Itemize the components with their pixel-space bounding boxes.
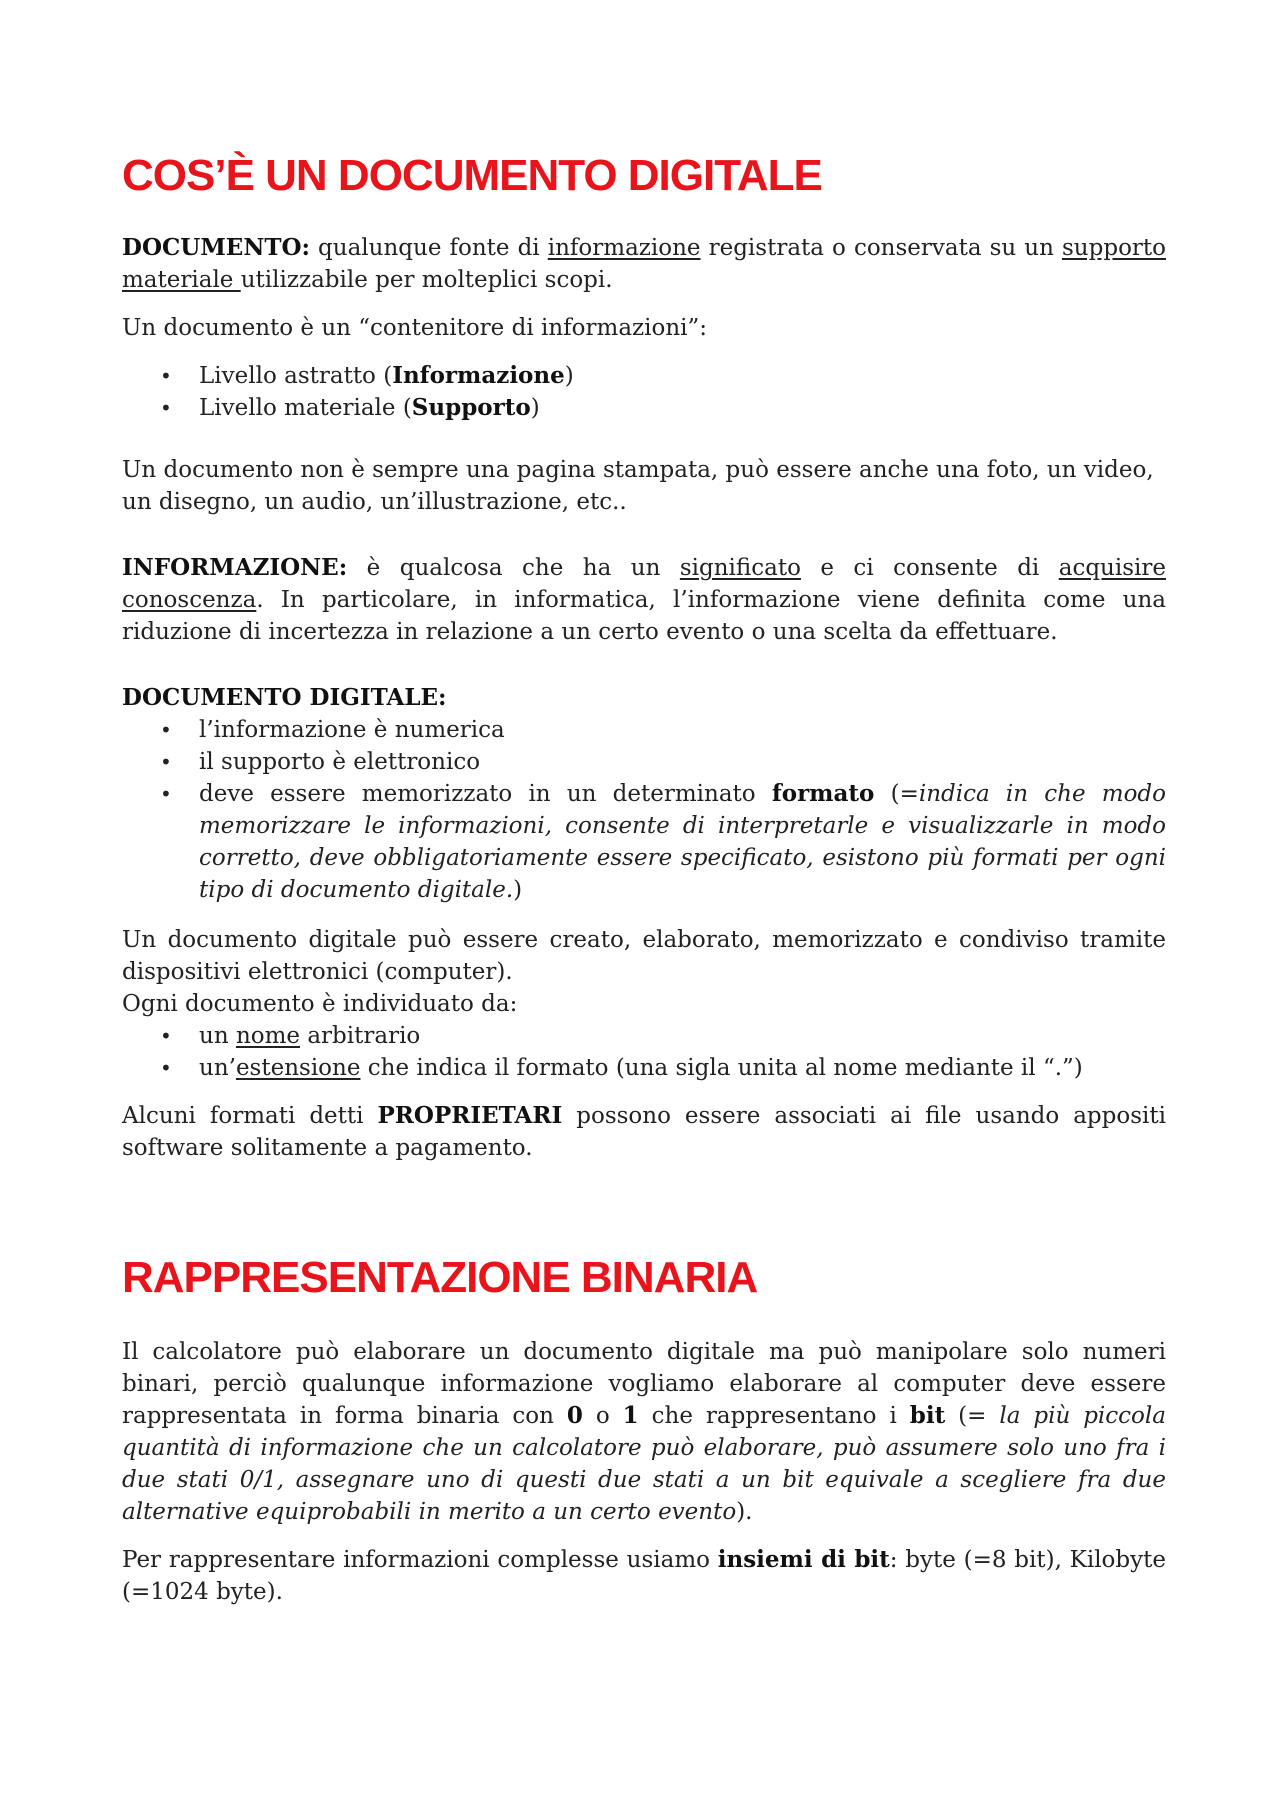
underline-supporto-materiale: supporto materiale bbox=[122, 235, 1166, 293]
list-item: • Livello astratto (Informazione) bbox=[122, 360, 1166, 392]
list-item-format: • deve essere memorizzato in un determinato formato (=indica in che modo memorizzare le informazioni, consente di interpretarle e visualizzarle in modo corretto, deve obbligatoriamente essere specificato, esistono più formati per ogni tipo di documento digitale.) bbox=[122, 778, 1166, 906]
underline-significato: significato bbox=[679, 555, 801, 581]
levels-list bbox=[122, 360, 1166, 424]
digital-document-list bbox=[122, 714, 1166, 906]
document-page bbox=[122, 150, 1166, 1608]
underline-estensione: estensione bbox=[235, 1055, 361, 1081]
list-item: • un nome arbitrario bbox=[122, 1020, 1166, 1052]
document-definition: DOCUMENTO: qualunque fonte di informazione registrata o conservata su un supporto materiale utilizzabile per molteplici scopi. bbox=[122, 234, 1166, 293]
list-item: • l’informazione è numerica bbox=[122, 714, 1166, 746]
term-documento: DOCUMENTO: bbox=[122, 234, 310, 261]
list-item: • Livello materiale (Supporto) bbox=[122, 392, 1166, 424]
container-intro: Un documento è un “contenitore di informazioni”: bbox=[122, 315, 708, 341]
list-item: • il supporto è elettronico bbox=[122, 746, 1166, 778]
section-title-binary-representation: RAPPRESENTAZIONE BINARIA bbox=[122, 1253, 758, 1302]
list-item: • un’estensione che indica il formato (una sigla unita al nome mediante il “.”) bbox=[122, 1052, 1166, 1084]
bit-sets-paragraph: Per rappresentare informazioni complesse usiamo insiemi di bit: byte (=8 bit), Kilobyte (=1024 byte). bbox=[122, 1546, 1166, 1605]
digital-document-term: DOCUMENTO DIGITALE: bbox=[122, 684, 447, 711]
information-definition: INFORMAZIONE: è qualcosa che ha un significato e ci consente di acquisire conoscenza. In particolare, in informatica, l’informazione viene definita come una riduzione di incertezza in relazione a un certo evento o una scelta da effettuare. bbox=[122, 554, 1166, 645]
term-informazione: INFORMAZIONE: bbox=[122, 554, 348, 581]
section-title-digital-document: COS’È UN DOCUMENTO DIGITALE bbox=[122, 151, 822, 200]
underline-nome: nome bbox=[235, 1023, 301, 1049]
identification-list bbox=[122, 1020, 1166, 1084]
binary-paragraph: Il calcolatore può elaborare un documento digitale ma può manipolare solo numeri binari, perciò qualunque informazione vogliamo elaborare al computer deve essere rappresentata in forma binaria con 0 o 1 che rappresentano i bit (= la più piccola quantità di informazione che un calcolatore può elaborare, può assumere solo uno fra i due stati 0/1, assegnare uno di questi due stati a un bit equivale a scegliere fra due alternative equiprobabili in merito a un certo evento). bbox=[122, 1339, 1166, 1525]
created-paragraph: Un documento digitale può essere creato, elaborato, memorizzato e condiviso tramite dispositivi elettronici (computer). bbox=[122, 927, 1166, 985]
identified-by: Ogni documento è individuato da: bbox=[122, 991, 518, 1017]
underline-informazione: informazione bbox=[547, 235, 701, 261]
not-always-paragraph: Un documento non è sempre una pagina stampata, può essere anche una foto, un video, un disegno, un audio, un’illustrazione, etc.. bbox=[122, 457, 1154, 515]
proprietary-paragraph: Alcuni formati detti PROPRIETARI possono essere associati ai file usando appositi software solitamente a pagamento. bbox=[122, 1102, 1166, 1161]
underline-acquisire-conoscenza: acquisire conoscenza bbox=[122, 555, 1166, 613]
